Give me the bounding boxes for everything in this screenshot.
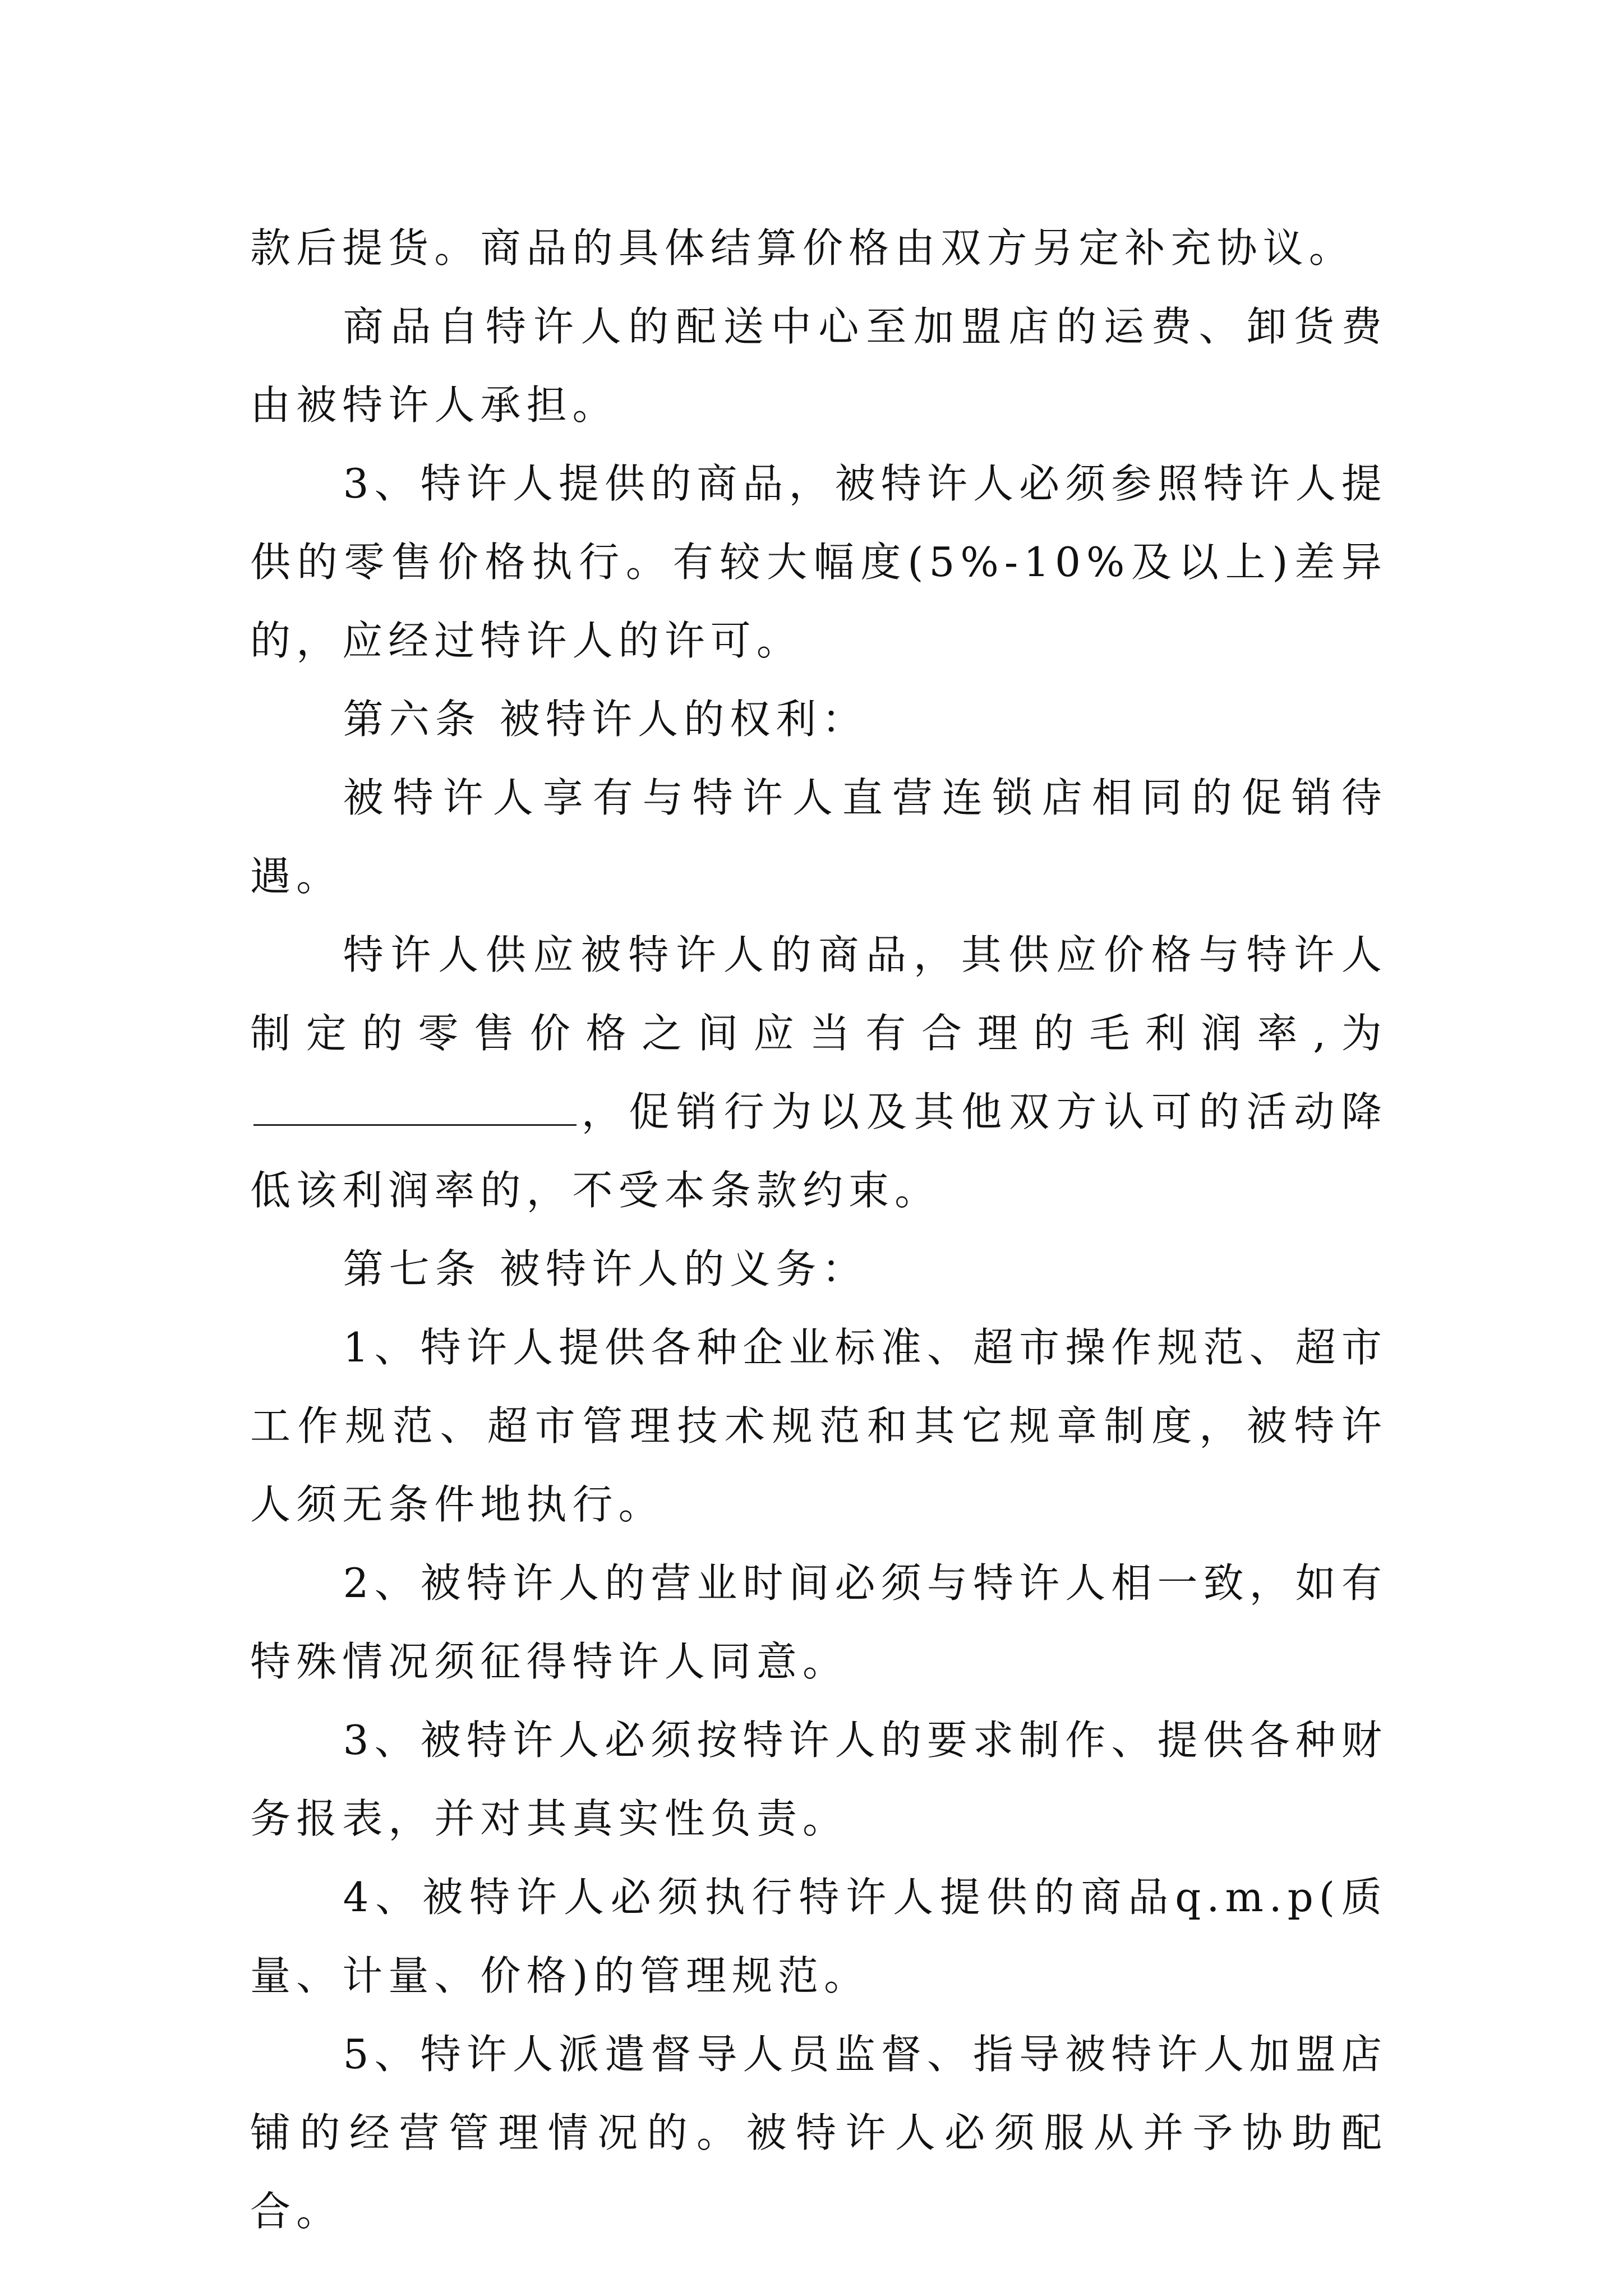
paragraph-gross-margin [250,915,1387,1230]
paragraph-freight-cost: 商品自特许人的配送中心至加盟店的运费、卸货费由被特许人承担。 [250,303,1387,429]
paragraph-payment-settlement: 款后提货。商品的具体结算价格由双方另定补充协议。 [250,224,1355,272]
gross-margin-text-after: ，促销行为以及其他双方认可的活动降低该利润率的，不受本条款约束。 [250,1088,1387,1214]
paragraph-retail-price: 3、特许人提供的商品，被特许人必须参照特许人提供的零售价格执行。有较大幅度(5%-10%及以上)差异的，应经过特许人的许可。 [250,460,1387,664]
obligation-item-1: 1、特许人提供各种企业标准、超市操作规范、超市工作规范、超市管理技术规范和其它规章制度，被特许人须无条件地执行。 [250,1324,1387,1528]
paragraph-promotion-treatment: 被特许人享有与特许人直营连锁店相同的促销待遇。 [250,774,1387,900]
obligation-item-4: 4、被特许人必须执行特许人提供的商品q.m.p(质量、计量、价格)的管理规范。 [250,1874,1387,1999]
obligation-item-2: 2、被特许人的营业时间必须与特许人相一致，如有特殊情况须征得特许人同意。 [250,1559,1387,1685]
article-7-heading: 第七条 被特许人的义务： [343,1245,868,1292]
obligation-item-5: 5、特许人派遣督导人员监督、指导被特许人加盟店铺的经营管理情况的。被特许人必须服从并予协助配合。 [250,2031,1387,2235]
article-6-heading: 第六条 被特许人的权利： [343,696,868,743]
document-page [250,209,1387,2251]
margin-rate-blank [253,1085,577,1126]
obligation-item-3: 3、被特许人必须按特许人的要求制作、提供各种财务报表，并对其真实性负责。 [250,1717,1387,1842]
gross-margin-text-before: 特许人供应被特许人的商品，其供应价格与特许人制定的零售价格之间应当有合理的毛利润率,为 [250,931,1387,1057]
